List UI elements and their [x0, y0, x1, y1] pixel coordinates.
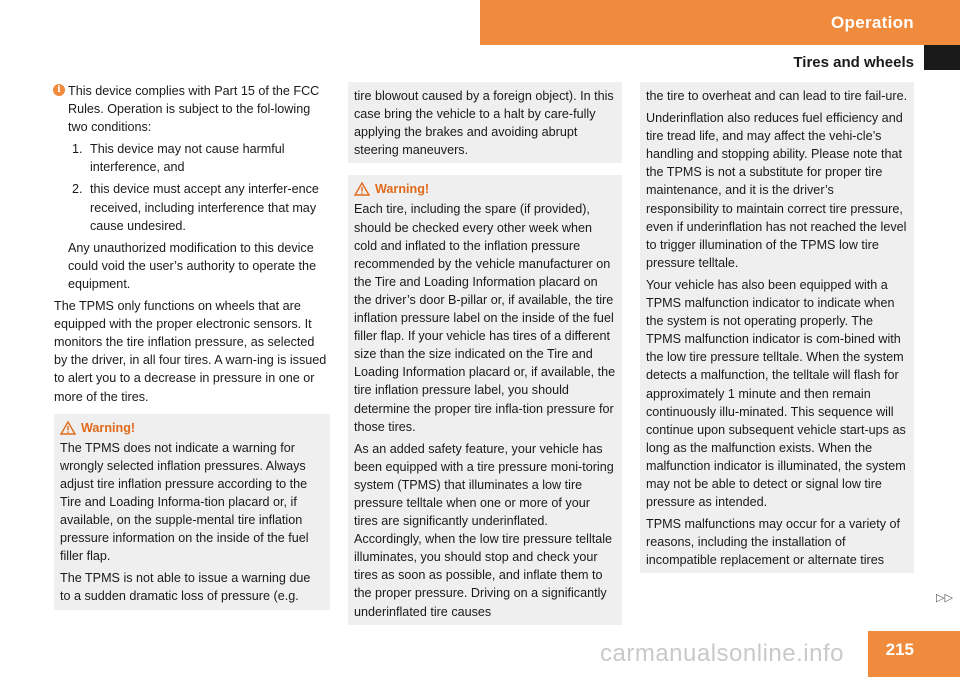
subsection-title: Tires and wheels	[793, 54, 914, 71]
warning-title	[354, 180, 616, 198]
page-number: 215	[885, 640, 914, 659]
section-header-tab	[480, 0, 960, 45]
warning-continuation-text: tire blowout caused by a foreign object). In this case bring the vehicle to a halt by care-fully applying the brakes and avoiding abrupt steering maneuvers.	[354, 89, 614, 158]
warning-continuation-text: Underinflation also reduces fuel efficiency and tire tread life, and may affect the vehi-cle’s handling and stopping ability. Please note that the TPMS is not a substitute for proper tire maintenance, and it is the driver’s responsibility to maintain correct tire pressure, even if underinflation has not reached the level to trigger illumination of the TPMS low tire pressure telltale.	[646, 111, 907, 270]
section-title: Operation	[831, 12, 914, 32]
warning-continuation-box	[348, 82, 622, 163]
info-note-footer: Any unauthorized modification to this device could void the user’s authority to operate the equipment.	[68, 240, 317, 291]
list-item-text: this device must accept any interfer-ence received, including interference that may cause undesired.	[90, 182, 319, 233]
warning-title-text: Warning!	[375, 182, 430, 197]
column-1	[54, 82, 330, 610]
list-item	[68, 180, 330, 234]
list-item-number: 1.	[72, 142, 83, 157]
list-item	[68, 140, 330, 176]
warning-triangle-icon	[354, 182, 370, 196]
list-item-number: 2.	[72, 182, 83, 197]
warning-text: As an added safety feature, your vehicle has been equipped with a tire pressure moni-toring system (TPMS) that illuminates a low tire pressure telltale when one or more of your tires are significantly underinflated. Accordingly, when the low tire pressure telltale illuminates, you should stop and check your tires as soon as possible, and inflate them to the proper pressure. Driving on a significantly underinflated tire causes	[354, 441, 614, 619]
info-icon: i	[53, 84, 65, 96]
warning-title-text: Warning!	[81, 420, 136, 435]
page-number-tab	[868, 631, 960, 677]
info-note-text: This device complies with Part 15 of the FCC Rules. Operation is subject to the fol-lowing two conditions:	[68, 84, 320, 135]
warning-continuation-text: Your vehicle has also been equipped with a TPMS malfunction indicator to indicate when the system is not operating properly. The TPMS malfunction indicator is com-bined with the low tire pressure telltale. When the system detects a malfunction, the telltale will flash for approximately 1 minute and then remain continuously illu-minated. This sequence will continue upon subsequent vehicle start-ups as long as the malfunction exists. When the malfunction indicator is illuminated, the system may not be able to detect or signal low tire pressure as intended.	[646, 277, 906, 510]
warning-triangle-icon	[60, 421, 76, 435]
warning-continuation-box	[640, 82, 914, 573]
header-marker-block	[924, 45, 960, 70]
column-2	[348, 82, 622, 625]
column-3	[640, 82, 914, 573]
warning-continuation-text: TPMS malfunctions may occur for a variety of reasons, including the installation of incompatible replacement or alternate tires	[646, 517, 901, 568]
watermark: carmanualsonline.info	[600, 640, 844, 667]
info-note	[54, 82, 330, 293]
warning-text: The TPMS is not able to issue a warning due to a sudden dramatic loss of pressure (e.g.	[60, 571, 311, 604]
warning-box	[348, 175, 622, 624]
list-item-text: This device may not cause harmful interference, and	[90, 142, 285, 175]
warning-box	[54, 414, 330, 610]
warning-text: The TPMS does not indicate a warning for wrongly selected inflation pressures. Always adjust tire inflation pressure according to the Tire and Loading Informa-tion placard or, if available, on the supple-mental tire inflation pressure information on the inside of the fuel filler flap.	[60, 440, 309, 564]
warning-text: Each tire, including the spare (if provided), should be checked every other week when cold and inflated to the inflation pressure recommended by the vehicle manufacturer on the Tire and Loading Information placard on the driver’s door B-pillar or, if available, the tire inflation pressure label on the inside of the fuel filler flap. If your vehicle has tires of a different size than the size indicated on the Tire and Loading Information placard or, if available, the tire inflation pressure label, you should determine the proper tire infla-tion pressure for those tires.	[354, 202, 616, 434]
warning-title	[60, 419, 324, 437]
warning-continuation-text: the tire to overheat and can lead to tire fail-ure.	[646, 89, 908, 103]
tpms-paragraph: The TPMS only functions on wheels that are equipped with the proper electronic sensors. It monitors the tire inflation pressure, as selected by the driver, in all four tires. A warn-ing is issued to alert you to a decrease in pressure in one or more of the tires.	[54, 299, 327, 404]
continue-marker: ▷▷	[936, 592, 953, 604]
